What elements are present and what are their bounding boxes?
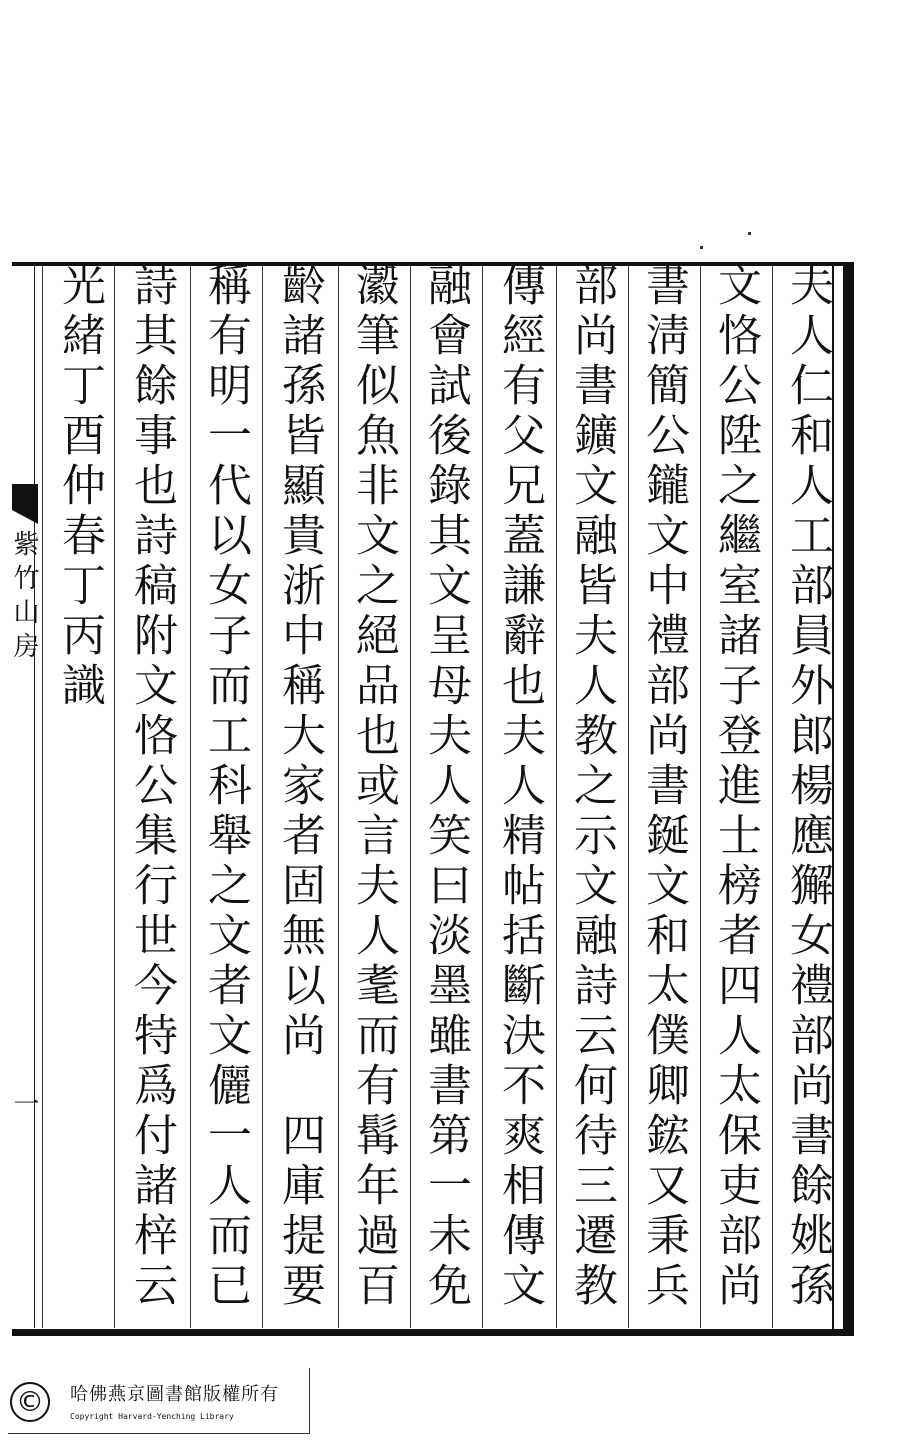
text-column-3: 書淸簡公鑨文中禮部尚書鋋文和太僕卿鋐又秉兵	[638, 262, 689, 1312]
text-column-7: 瀫筆似魚非文之絕品也或言夫人耄而有髯年過百	[348, 262, 399, 1312]
frame-right-border	[843, 262, 854, 1336]
ink-speck	[700, 246, 703, 249]
column-rule	[700, 266, 701, 1328]
column-rule	[482, 266, 483, 1328]
fold-page-number: 一	[9, 1090, 39, 1116]
text-column-10: 詩其餘事也詩稿附文恪公集行世今特爲付諸梓云	[126, 262, 177, 1312]
text-column-4: 部尚書鑛文融皆夫人教之示文融詩云何待三遷教	[566, 262, 617, 1312]
fold-title: 紫竹山房	[9, 530, 39, 666]
text-column-8: 齡諸孫皆顯貴浙中稱大家者固無以尚 四庫提要	[274, 262, 325, 1312]
copyright-text-zh: 哈佛燕京圖書館版權所有	[70, 1384, 279, 1405]
text-column-1: 夫人仁和人工部員外郎楊應獬女禮部尚書餘姚孫	[782, 262, 833, 1312]
text-column-9: 稱有明一代以女子而工科舉之文者文儷一人而已	[200, 262, 251, 1312]
fish-tail-point	[12, 510, 38, 524]
column-rule	[772, 266, 773, 1328]
ink-speck	[748, 232, 751, 235]
column-rule	[190, 266, 191, 1328]
column-rule	[114, 266, 115, 1328]
copyright-symbol: ©	[10, 1382, 50, 1422]
text-column-6: 融會試後錄其文呈母夫人笑曰淡墨雖書第一未免	[420, 262, 471, 1312]
column-rule	[338, 266, 339, 1328]
copyright-text-en: Copyright Harvard-Yenching Library	[70, 1412, 234, 1421]
text-column-2: 文恪公陞之繼室諸子登進士榜者四人太保吏部尚	[710, 262, 761, 1312]
text-column-colophon: 光緒丁酉仲春丁丙識	[54, 262, 105, 712]
column-rule	[410, 266, 411, 1328]
column-rule	[42, 266, 43, 1328]
column-rule	[628, 266, 629, 1328]
fold-divider	[34, 266, 35, 1328]
column-rule	[556, 266, 557, 1328]
text-column-5: 傳經有父兄蓋謙辭也夫人精帖括斷決不爽相傳文	[494, 262, 545, 1312]
column-rule	[262, 266, 263, 1328]
fish-tail-mark	[12, 484, 38, 510]
